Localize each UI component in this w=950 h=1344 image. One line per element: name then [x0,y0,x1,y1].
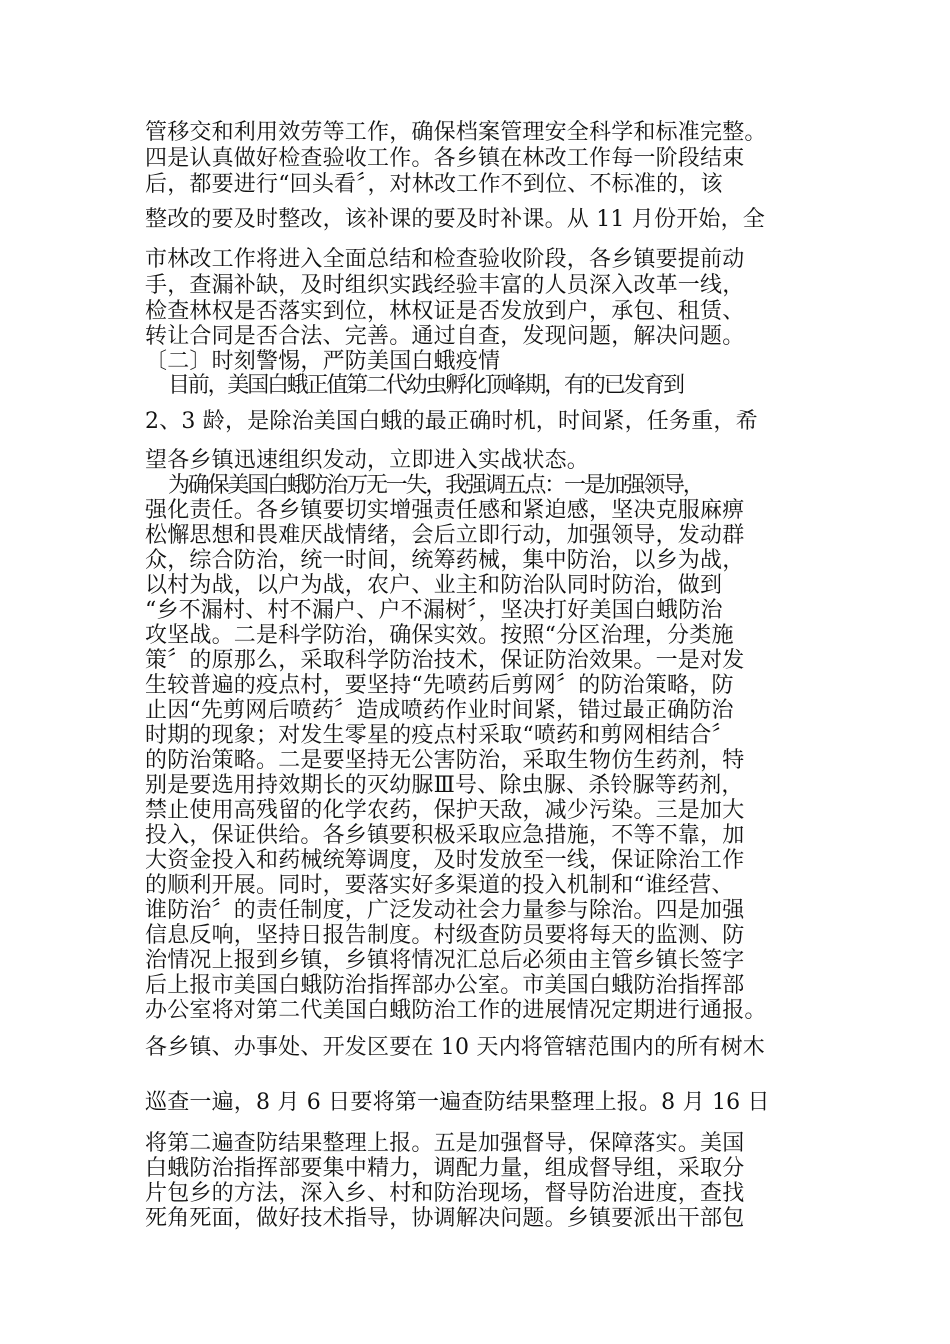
text-line: 检查林权是否落实到位，林权证是否发放到户，承包、租赁、 [145,299,745,324]
text-line: 止因“先剪网后喷药〞造成喷药作业时间紧，错过最正确防治 [145,698,734,723]
text-line: 时期的现象；对发生零星的疫点村采取“喷药和剪网相结合〞 [145,723,734,748]
text-line: 强化责任。各乡镇要切实增强责任感和紧迫感，坚决克服麻痹 [145,498,745,523]
text-line: 手，查漏补缺，及时组织实践经验丰富的人员深入改革一线， [145,273,745,298]
text-line: 松懈思想和畏难厌战情绪，会后立即行动，加强领导，发动群 [145,523,745,548]
text-line: 信息反响，坚持日报告制度。村级查防员要将每天的监测、防 [145,923,745,948]
text-line: 策〞的原那么，采取科学防治技术，保证防治效果。一是对发 [145,648,745,673]
text-line: 投入，保证供给。各乡镇要积极采取应急措施，不等不靠，加 [145,823,745,848]
text-line: 以村为战，以户为战，农户、业主和防治队同时防治，做到 [145,573,723,598]
text-line: 白蛾防治指挥部要集中精力，调配力量，组成督导组，采取分 [145,1156,745,1181]
text-line: 巡查一遍，8 月 6 日要将第一遍查防结果整理上报。8 月 16 日 [145,1090,770,1115]
text-line: 生较普遍的疫点村，要坚持“先喷药后剪网〞的防治策略，防 [145,673,734,698]
text-line: 2、3 龄，是除治美国白蛾的最正确时机，时间紧，任务重，希 [145,409,758,434]
text-line: 各乡镇、办事处、开发区要在 10 天内将管辖范围内的所有树木 [145,1035,765,1060]
text-line: 治情况上报到乡镇，乡镇将情况汇总后必须由主管乡镇长签字 [145,948,745,973]
text-line: 后上报市美国白蛾防治指挥部办公室。市美国白蛾防治指挥部 [145,973,745,998]
text-line: 大资金投入和药械统筹调度，及时发放至一线，保证除治工作 [145,848,745,873]
section-heading: 〔二〕时刻警惕，严防美国白蛾疫情 [145,349,501,374]
text-line: 将第二遍查防结果整理上报。五是加强督导，保障落实。美国 [145,1131,745,1156]
text-line: 的防治策略。二是要坚持无公害防治，采取生物仿生药剂，特 [145,748,745,773]
text-line: 片包乡的方法，深入乡、村和防治现场，督导防治进度，查找 [145,1181,745,1206]
text-line: 为确保美国白蛾防治万无一失，我强调五点：一是加强领导， [168,473,703,498]
text-line: 攻坚战。二是科学防治，确保实效。按照“分区治理，分类施 [145,623,734,648]
text-line: 目前，美国白蛾正值第二代幼虫孵化顶峰期，有的已发育到 [168,373,683,398]
text-line: 谁防治〞的责任制度，广泛发动社会力量参与除治。四是加强 [145,898,745,923]
text-line: 转让合同是否合法、完善。通过自查，发现问题，解决问题。 [145,324,745,349]
text-line: 望各乡镇迅速组织发动，立即进入实战状态。 [145,448,590,473]
text-line: 整改的要及时整改，该补课的要及时补课。从 11 月份开始，全 [145,207,765,232]
text-line: 别是要选用持效期长的灭幼脲Ⅲ号、除虫脲、杀铃脲等药剂， [145,773,744,798]
text-line: 死角死面，做好技术指导，协调解决问题。乡镇要派出干部包 [145,1206,745,1231]
text-line: 管移交和利用效劳等工作，确保档案管理安全科学和标准完整。 [145,120,767,145]
text-line: 的顺利开展。同时，要落实好多渠道的投入机制和“谁经营、 [145,873,734,898]
text-line: 办公室将对第二代美国白蛾防治工作的进展情况定期进行通报。 [145,998,767,1023]
text-line: 后，都要进行“回头看〞，对林改工作不到位、不标准的，该 [145,172,723,197]
text-line: 四是认真做好检查验收工作。各乡镇在林改工作每一阶段结束 [145,146,745,171]
text-line: 众，综合防治，统一时间，统筹药械，集中防治，以乡为战， [145,548,745,573]
text-line: 禁止使用高残留的化学农药，保护天敌，减少污染。三是加大 [145,798,745,823]
text-line: 市林改工作将进入全面总结和检查验收阶段，各乡镇要提前动 [145,247,745,272]
text-line: “乡不漏村、村不漏户、户不漏树〞，坚决打好美国白蛾防治 [145,598,723,623]
